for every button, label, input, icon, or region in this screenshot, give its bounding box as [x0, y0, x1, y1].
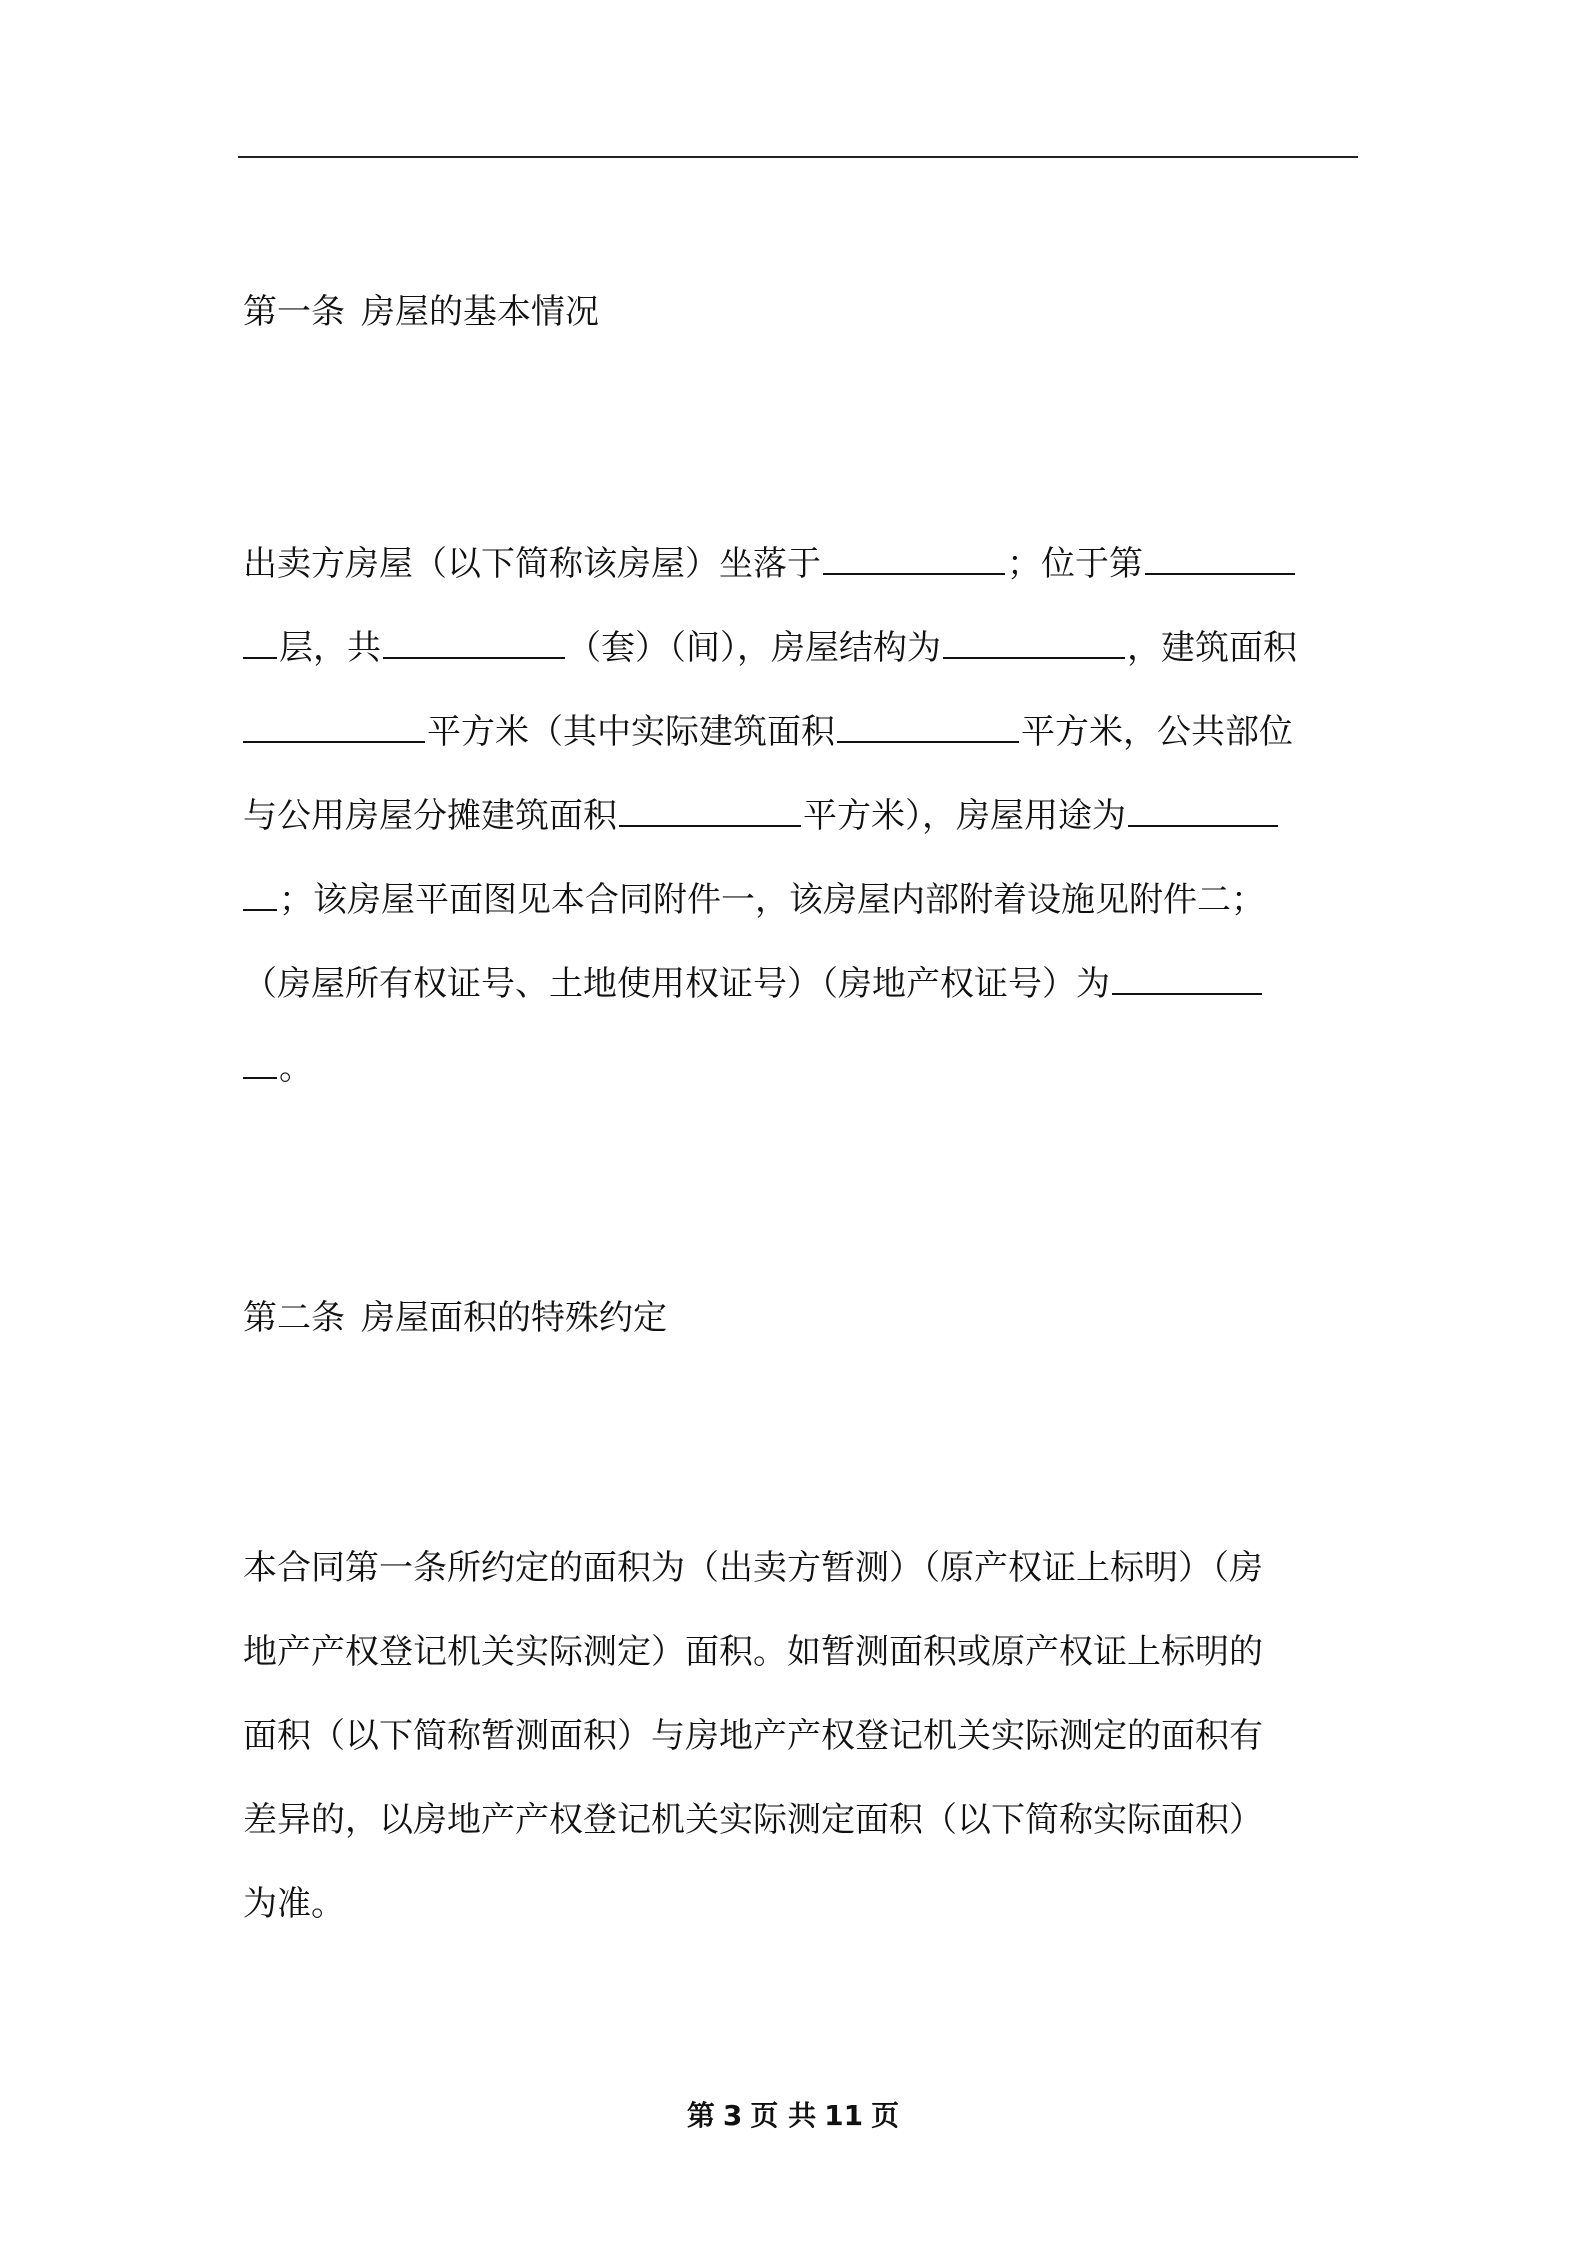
units-blank — [383, 633, 565, 659]
usage-blank-start — [1128, 801, 1278, 827]
section1-paragraph — [243, 522, 1358, 1110]
section1-line-2: 层，共 （套）（间），房屋结构为 ，建筑面积 — [243, 606, 1358, 690]
section2-line-3: 面积（以下简称暂测面积）与房地产产权登记机关实际测定的面积有 — [243, 1716, 1263, 1756]
footer-suffix: 页 — [871, 2099, 900, 2132]
section2-line-5: 为准。 — [243, 1884, 345, 1924]
section1-line-1: 出卖方房屋（以下简称该房屋）坐落于 ；位于第 — [243, 522, 1358, 606]
floor-blank-start — [1145, 549, 1295, 575]
current-page: 3 — [722, 2099, 743, 2132]
section2-line-2: 地产产权登记机关实际测定）面积。如暂测面积或原产权证上标明的 — [243, 1632, 1263, 1672]
section2-heading — [243, 1296, 667, 1340]
page-number-footer — [0, 2094, 1586, 2134]
certificate-blank-start — [1112, 969, 1262, 995]
footer-prefix: 第 — [686, 2099, 715, 2132]
section2-line-4: 差异的，以房地产产权登记机关实际测定面积（以下简称实际面积） — [243, 1800, 1263, 1840]
section2-title: 房屋面积的特殊约定 — [361, 1298, 667, 1338]
section1-line-4: 与公用房屋分摊建筑面积 平方米），房屋用途为 — [243, 774, 1358, 858]
header-rule — [238, 156, 1358, 158]
total-pages: 11 — [824, 2099, 864, 2132]
building-area-blank — [243, 717, 425, 743]
certificate-blank-end — [243, 1053, 277, 1079]
section1-line-7: 。 — [243, 1026, 1358, 1110]
structure-blank — [943, 633, 1125, 659]
section2-paragraph — [243, 1526, 1358, 1946]
footer-middle: 页 共 — [750, 2099, 817, 2132]
section1-heading — [243, 290, 599, 334]
actual-area-blank — [837, 717, 1019, 743]
floor-blank-end — [243, 633, 277, 659]
section1-line-3: 平方米（其中实际建筑面积 平方米，公共部位 — [243, 690, 1358, 774]
section1-title: 房屋的基本情况 — [361, 292, 599, 332]
location-blank — [823, 549, 1005, 575]
shared-area-blank — [619, 801, 801, 827]
usage-blank-end — [243, 885, 277, 911]
section2-line-1: 本合同第一条所约定的面积为（出卖方暂测）（原产权证上标明）（房 — [243, 1548, 1263, 1588]
section1-line-5: ；该房屋平面图见本合同附件一，该房屋内部附着设施见附件二； — [243, 858, 1358, 942]
section1-line-6: （房屋所有权证号、土地使用权证号）（房地产权证号）为 — [243, 942, 1358, 1026]
section2-article-no: 第二条 — [243, 1298, 345, 1338]
section1-article-no: 第一条 — [243, 292, 345, 332]
